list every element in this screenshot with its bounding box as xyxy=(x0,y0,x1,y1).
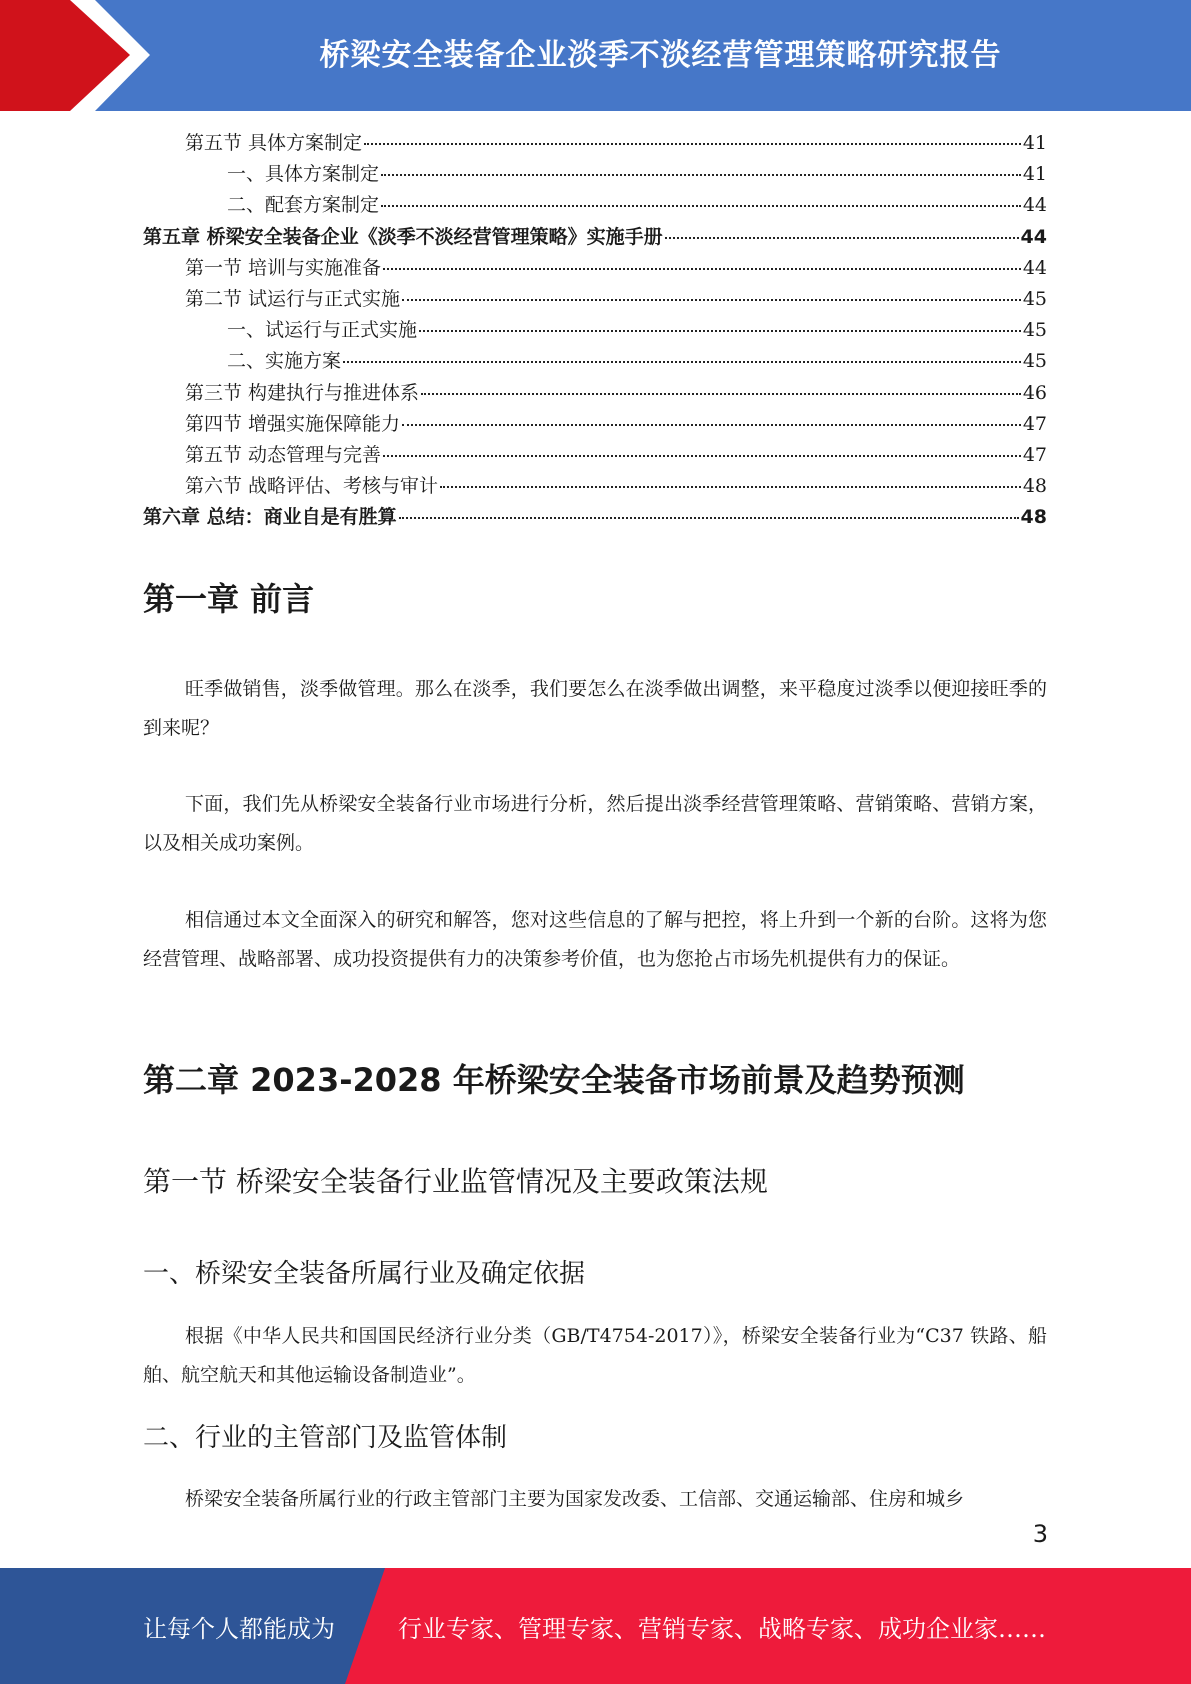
toc-entry-page: 44 xyxy=(1020,225,1047,248)
toc-entry-page: 47 xyxy=(1022,443,1047,466)
subsection-2-paragraph: 桥梁安全装备所属行业的行政主管部门主要为国家发改委、工信部、交通运输部、住房和城乡 xyxy=(185,1488,965,1510)
toc-entry-page: 41 xyxy=(1022,132,1047,154)
toc-dot-leader xyxy=(402,424,1021,426)
toc-dot-leader xyxy=(383,268,1021,270)
toc-entry-page: 48 xyxy=(1020,506,1047,529)
toc-entry[interactable] xyxy=(143,284,1047,315)
toc-entry[interactable] xyxy=(143,253,1047,284)
toc-entry-page: 44 xyxy=(1022,194,1047,217)
page-number: 3 xyxy=(1032,1520,1048,1548)
toc-entry-page: 45 xyxy=(1022,287,1047,310)
toc-entry[interactable] xyxy=(143,128,1047,159)
toc-entry-title: 二、实施方案 xyxy=(227,350,342,373)
toc-entry[interactable] xyxy=(143,378,1047,409)
toc-dot-leader xyxy=(383,455,1021,457)
toc-entry-title: 第三节 构建执行与推进体系 xyxy=(185,381,420,404)
toc-dot-leader xyxy=(399,517,1019,519)
toc-entry-title: 第四节 增强实施保障能力 xyxy=(185,412,401,435)
toc-entry[interactable] xyxy=(143,471,1047,502)
toc-entry-title: 第五节 动态管理与完善 xyxy=(185,443,382,466)
toc-dot-leader xyxy=(402,299,1021,301)
chapter-2-heading: 第二章 2023-2028 年桥梁安全装备市场前景及趋势预测 xyxy=(143,1061,965,1099)
toc-entry-page: 45 xyxy=(1022,319,1047,342)
toc-entry[interactable] xyxy=(143,222,1047,253)
section-1-heading: 第一节 桥梁安全装备行业监管情况及主要政策法规 xyxy=(143,1165,768,1198)
table-of-contents xyxy=(143,128,1047,533)
toc-dot-leader xyxy=(381,205,1021,207)
chapter-1-heading: 第一章 前言 xyxy=(143,580,315,618)
toc-dot-leader xyxy=(381,174,1021,176)
toc-entry[interactable] xyxy=(143,346,1047,377)
chapter-1-paragraph: 下面，我们先从桥梁安全装备行业市场进行分析，然后提出淡季经营管理策略、营销策略、营销方案，以及相关成功案例。 xyxy=(143,793,1047,854)
report-title: 桥梁安全装备企业淡季不淡经营管理策略研究报告 xyxy=(319,37,1002,73)
toc-dot-leader xyxy=(364,143,1021,145)
toc-dot-leader xyxy=(665,237,1019,239)
toc-entry[interactable] xyxy=(143,409,1047,440)
toc-entry[interactable] xyxy=(143,159,1047,190)
toc-dot-leader xyxy=(343,361,1021,363)
toc-entry-title: 一、具体方案制定 xyxy=(227,163,380,186)
toc-entry[interactable] xyxy=(143,315,1047,346)
toc-entry-title: 第二节 试运行与正式实施 xyxy=(185,287,401,310)
toc-entry-title: 二、配套方案制定 xyxy=(227,194,380,217)
chapter-1-paragraph: 旺季做销售，淡季做管理。那么在淡季，我们要怎么在淡季做出调整，来平稳度过淡季以便迎接旺季的到来呢？ xyxy=(143,678,1047,739)
toc-entry-page: 47 xyxy=(1022,412,1047,435)
toc-entry-page: 41 xyxy=(1022,163,1047,186)
toc-entry-title: 第五章 桥梁安全装备企业《淡季不淡经营管理策略》实施手册 xyxy=(143,225,663,248)
chapter-1-paragraph: 相信通过本文全面深入的研究和解答，您对这些信息的了解与把控，将上升到一个新的台阶。这将为您经营管理、战略部署、成功投资提供有力的决策参考价值，也为您抢占市场先机提供有力的保证。 xyxy=(143,909,1047,970)
footer-slogan-right: 行业专家、管理专家、营销专家、战略专家、成功企业家…… xyxy=(398,1614,1046,1643)
toc-entry[interactable] xyxy=(143,502,1047,533)
subsection-1-heading: 一、桥梁安全装备所属行业及确定依据 xyxy=(143,1259,586,1289)
toc-entry-title: 第六章 总结：商业自是有胜算 xyxy=(143,506,397,529)
page-header xyxy=(0,0,1191,111)
toc-dot-leader xyxy=(440,486,1021,488)
toc-entry-title: 第五节 具体方案制定 xyxy=(185,132,363,154)
toc-entry-title: 第六节 战略评估、考核与审计 xyxy=(185,475,439,498)
toc-dot-leader xyxy=(419,330,1021,332)
subsection-2-heading: 二、行业的主管部门及监管体制 xyxy=(143,1423,508,1453)
toc-entry-title: 一、试运行与正式实施 xyxy=(227,319,418,342)
toc-entry-title: 第一节 培训与实施准备 xyxy=(185,256,382,279)
toc-entry[interactable] xyxy=(143,190,1047,221)
subsection-1-paragraph: 根据《中华人民共和国国民经济行业分类（GB/T4754-2017）》，桥梁安全装备行业为“C37 铁路、船舶、航空航天和其他运输设备制造业”。 xyxy=(143,1325,1047,1386)
toc-entry-page: 46 xyxy=(1022,381,1047,404)
toc-entry-page: 44 xyxy=(1022,256,1047,279)
toc-dot-leader xyxy=(421,393,1021,395)
footer-slogan-left: 让每个人都能成为 xyxy=(143,1614,335,1643)
toc-entry-page: 48 xyxy=(1022,475,1047,498)
toc-entry-page: 45 xyxy=(1022,350,1047,373)
toc-entry[interactable] xyxy=(143,440,1047,471)
page-footer xyxy=(0,1568,1191,1684)
